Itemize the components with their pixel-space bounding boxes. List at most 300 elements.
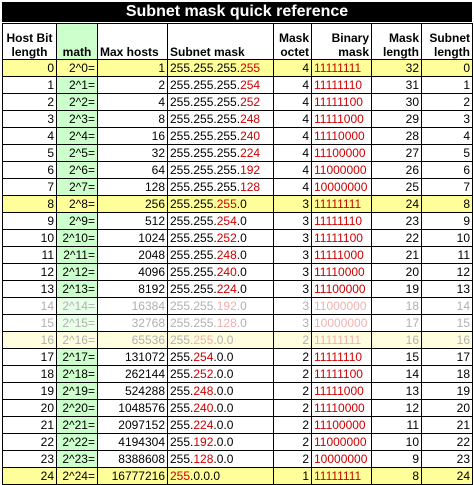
max-hosts-cell: 262144 — [98, 366, 168, 383]
binary-mask-value: 11000000 — [314, 163, 367, 177]
binary-mask-cell — [312, 94, 372, 111]
subnet-mask-cell — [168, 315, 274, 332]
mask-length-cell: 22 — [372, 230, 422, 247]
host-bit-cell: 15 — [3, 315, 57, 332]
mask-octet-cell: 3 — [274, 298, 312, 315]
math-cell: 2^24= — [57, 468, 98, 485]
binary-mask-cell — [312, 179, 372, 196]
max-hosts-cell: 1024 — [98, 230, 168, 247]
subnet-mask-cell — [168, 145, 274, 162]
mask-variable-octet: 128 — [193, 452, 214, 466]
host-bit-cell: 5 — [3, 145, 57, 162]
math-cell: 2^10= — [57, 230, 98, 247]
mask-variable-octet: 252 — [216, 231, 237, 245]
table-row — [3, 349, 473, 366]
host-bit-cell: 6 — [3, 162, 57, 179]
mask-octet-cell: 3 — [274, 247, 312, 264]
mask-fixed-part: 255.255. — [170, 214, 217, 228]
binary-mask-value: 11111111 — [314, 333, 362, 347]
mask-length-cell: 27 — [372, 145, 422, 162]
mask-tail: .0 — [236, 299, 247, 313]
binary-mask-cell — [312, 230, 372, 247]
binary-mask-value: 11100000 — [314, 146, 366, 160]
mask-octet-cell: 2 — [274, 451, 312, 468]
subnet-length-cell: 7 — [422, 179, 473, 196]
binary-mask-value: 11111111 — [314, 197, 362, 211]
mask-variable-octet: 255 — [170, 469, 191, 483]
mask-variable-octet: 128 — [216, 316, 237, 330]
binary-mask-cell — [312, 417, 372, 434]
binary-mask-cell — [312, 451, 372, 468]
binary-mask-cell — [312, 77, 372, 94]
mask-tail: .0.0 — [213, 384, 234, 398]
mask-fixed-part: 255. — [170, 384, 194, 398]
subnet-length-cell: 17 — [422, 349, 473, 366]
subnet-length-cell: 14 — [422, 298, 473, 315]
binary-mask-value: 11111100 — [314, 367, 363, 381]
table-row — [3, 247, 473, 264]
host-bit-cell: 16 — [3, 332, 57, 349]
binary-mask-value: 10000000 — [314, 452, 368, 466]
subnet-length-cell: 0 — [422, 60, 473, 77]
math-cell: 2^3= — [57, 111, 98, 128]
binary-mask-cell — [312, 298, 372, 315]
subnet-mask-cell — [168, 247, 274, 264]
mask-fixed-part: 255. — [170, 401, 194, 415]
math-cell: 2^21= — [57, 417, 98, 434]
subnet-length-cell: 4 — [422, 128, 473, 145]
host-bit-cell: 10 — [3, 230, 57, 247]
math-cell: 2^15= — [57, 315, 98, 332]
max-hosts-cell: 524288 — [98, 383, 168, 400]
binary-mask-value: 11111000 — [314, 112, 364, 126]
subnet-length-cell: 5 — [422, 145, 473, 162]
binary-mask-cell — [312, 162, 372, 179]
binary-mask-cell — [312, 400, 372, 417]
subnet-length-cell: 18 — [422, 366, 473, 383]
subnet-mask-cell — [168, 400, 274, 417]
binary-mask-value: 11110000 — [314, 265, 365, 279]
mask-fixed-part: 255. — [170, 452, 194, 466]
table-row — [3, 281, 473, 298]
max-hosts-cell: 16384 — [98, 298, 168, 315]
mask-octet-cell: 3 — [274, 315, 312, 332]
mask-length-cell: 13 — [372, 383, 422, 400]
header-subnet-mask: Subnet mask — [168, 24, 274, 60]
mask-octet-cell: 3 — [274, 230, 312, 247]
subnet-length-cell: 15 — [422, 315, 473, 332]
binary-mask-value: 11000000 — [314, 299, 367, 313]
mask-length-cell: 20 — [372, 264, 422, 281]
subnet-table — [2, 23, 473, 485]
math-cell: 2^11= — [57, 247, 98, 264]
mask-tail: .0 — [236, 214, 247, 228]
host-bit-cell: 22 — [3, 434, 57, 451]
binary-mask-value: 11000000 — [314, 435, 367, 449]
subnet-mask-cell — [168, 128, 274, 145]
subnet-length-cell: 12 — [422, 264, 473, 281]
mask-variable-octet: 255 — [216, 197, 237, 211]
max-hosts-cell: 64 — [98, 162, 168, 179]
max-hosts-cell: 131072 — [98, 349, 168, 366]
math-cell: 2^23= — [57, 451, 98, 468]
mask-variable-octet: 254 — [216, 214, 237, 228]
mask-fixed-part: 255.255. — [170, 265, 217, 279]
binary-mask-cell — [312, 264, 372, 281]
table-row — [3, 400, 473, 417]
math-cell: 2^12= — [57, 264, 98, 281]
subnet-mask-cell — [168, 383, 274, 400]
mask-octet-cell: 4 — [274, 128, 312, 145]
mask-fixed-part: 255.255.255. — [170, 95, 241, 109]
mask-fixed-part: 255.255.255. — [170, 129, 241, 143]
mask-length-cell: 10 — [372, 434, 422, 451]
subnet-mask-cell — [168, 332, 274, 349]
mask-tail: .0.0 — [213, 435, 234, 449]
mask-variable-octet: 224 — [216, 282, 237, 296]
host-bit-cell: 7 — [3, 179, 57, 196]
mask-length-cell: 9 — [372, 451, 422, 468]
math-cell: 2^2= — [57, 94, 98, 111]
mask-fixed-part: 255. — [170, 350, 194, 364]
mask-octet-cell: 2 — [274, 349, 312, 366]
mask-tail: .0.0 — [213, 452, 234, 466]
mask-octet-cell: 4 — [274, 179, 312, 196]
binary-mask-cell — [312, 281, 372, 298]
mask-fixed-part: 255. — [170, 418, 194, 432]
mask-octet-cell: 4 — [274, 94, 312, 111]
table-row — [3, 179, 473, 196]
mask-fixed-part: 255.255. — [170, 231, 217, 245]
binary-mask-cell — [312, 315, 372, 332]
header-binary-mask: Binary mask — [312, 24, 372, 60]
max-hosts-cell: 16777216 — [98, 468, 168, 485]
subnet-mask-cell — [168, 417, 274, 434]
subnet-length-cell: 9 — [422, 213, 473, 230]
subnet-mask-cell — [168, 111, 274, 128]
host-bit-cell: 17 — [3, 349, 57, 366]
mask-length-cell: 28 — [372, 128, 422, 145]
mask-length-cell: 18 — [372, 298, 422, 315]
subnet-length-cell: 21 — [422, 417, 473, 434]
table-row — [3, 298, 473, 315]
mask-length-cell: 21 — [372, 247, 422, 264]
table-row — [3, 383, 473, 400]
max-hosts-cell: 1 — [98, 60, 168, 77]
table-row — [3, 468, 473, 485]
mask-octet-cell: 2 — [274, 434, 312, 451]
binary-mask-cell — [312, 111, 372, 128]
mask-length-cell: 25 — [372, 179, 422, 196]
mask-length-cell: 16 — [372, 332, 422, 349]
math-cell: 2^13= — [57, 281, 98, 298]
table-row — [3, 264, 473, 281]
header-mask-length: Mask length — [372, 24, 422, 60]
mask-tail: .0 — [236, 316, 247, 330]
math-cell: 2^22= — [57, 434, 98, 451]
binary-mask-value: 11111100 — [314, 95, 363, 109]
math-cell: 2^17= — [57, 349, 98, 366]
binary-mask-cell — [312, 196, 372, 213]
mask-variable-octet: 192 — [216, 299, 237, 313]
mask-variable-octet: 254 — [240, 78, 261, 92]
mask-octet-cell: 2 — [274, 332, 312, 349]
host-bit-cell: 12 — [3, 264, 57, 281]
table-row — [3, 162, 473, 179]
mask-length-cell: 31 — [372, 77, 422, 94]
binary-mask-value: 11100000 — [314, 418, 366, 432]
mask-fixed-part: 255. — [170, 333, 194, 347]
math-cell: 2^19= — [57, 383, 98, 400]
mask-variable-octet: 252 — [193, 367, 214, 381]
subnet-length-cell: 23 — [422, 451, 473, 468]
host-bit-cell: 13 — [3, 281, 57, 298]
mask-fixed-part: 255.255. — [170, 248, 217, 262]
binary-mask-cell — [312, 366, 372, 383]
subnet-length-cell: 24 — [422, 468, 473, 485]
mask-tail: .0 — [236, 231, 247, 245]
subnet-mask-cell — [168, 230, 274, 247]
mask-fixed-part: 255.255. — [170, 299, 217, 313]
subnet-length-cell: 10 — [422, 230, 473, 247]
binary-mask-value: 10000000 — [314, 316, 368, 330]
subnet-mask-cell — [168, 434, 274, 451]
mask-octet-cell: 2 — [274, 383, 312, 400]
mask-length-cell: 24 — [372, 196, 422, 213]
subnet-mask-cell — [168, 468, 274, 485]
subnet-length-cell: 2 — [422, 94, 473, 111]
mask-octet-cell: 1 — [274, 468, 312, 485]
page-title: Subnet mask quick reference — [2, 2, 472, 22]
mask-tail: .0.0 — [213, 418, 234, 432]
header-subnet-length: Subnet length — [422, 24, 473, 60]
mask-octet-cell: 3 — [274, 264, 312, 281]
host-bit-cell: 24 — [3, 468, 57, 485]
host-bit-cell: 20 — [3, 400, 57, 417]
max-hosts-cell: 256 — [98, 196, 168, 213]
math-cell: 2^7= — [57, 179, 98, 196]
mask-fixed-part: 255.255.255. — [170, 112, 241, 126]
mask-variable-octet: 248 — [216, 248, 237, 262]
mask-fixed-part: 255.255. — [170, 316, 217, 330]
table-row — [3, 111, 473, 128]
header-math: math — [57, 24, 98, 60]
subnet-length-cell: 13 — [422, 281, 473, 298]
host-bit-cell: 23 — [3, 451, 57, 468]
binary-mask-cell — [312, 349, 372, 366]
mask-variable-octet: 224 — [193, 418, 214, 432]
subnet-mask-cell — [168, 451, 274, 468]
mask-fixed-part: 255.255.255. — [170, 61, 241, 75]
mask-octet-cell: 4 — [274, 60, 312, 77]
host-bit-cell: 14 — [3, 298, 57, 315]
table-row — [3, 60, 473, 77]
mask-variable-octet: 248 — [193, 384, 214, 398]
host-bit-cell: 1 — [3, 77, 57, 94]
subnet-length-cell: 3 — [422, 111, 473, 128]
table-row — [3, 196, 473, 213]
max-hosts-cell: 4 — [98, 94, 168, 111]
mask-length-cell: 32 — [372, 60, 422, 77]
mask-tail: .0 — [236, 265, 247, 279]
mask-tail: .0.0 — [213, 333, 234, 347]
binary-mask-cell — [312, 434, 372, 451]
subnet-length-cell: 1 — [422, 77, 473, 94]
subnet-mask-cell — [168, 349, 274, 366]
mask-fixed-part: 255. — [170, 435, 194, 449]
mask-octet-cell: 4 — [274, 162, 312, 179]
max-hosts-cell: 8192 — [98, 281, 168, 298]
mask-octet-cell: 2 — [274, 417, 312, 434]
subnet-mask-cell — [168, 281, 274, 298]
binary-mask-value: 11111100 — [314, 231, 363, 245]
table-row — [3, 145, 473, 162]
mask-variable-octet: 255 — [193, 333, 214, 347]
mask-octet-cell: 3 — [274, 281, 312, 298]
mask-length-cell: 19 — [372, 281, 422, 298]
max-hosts-cell: 1048576 — [98, 400, 168, 417]
mask-fixed-part: 255.255.255. — [170, 146, 241, 160]
table-row — [3, 128, 473, 145]
subnet-mask-cell — [168, 264, 274, 281]
mask-length-cell: 23 — [372, 213, 422, 230]
table-row — [3, 451, 473, 468]
math-cell: 2^4= — [57, 128, 98, 145]
binary-mask-cell — [312, 128, 372, 145]
binary-mask-cell — [312, 145, 372, 162]
max-hosts-cell: 4194304 — [98, 434, 168, 451]
subnet-mask-cell — [168, 298, 274, 315]
max-hosts-cell: 4096 — [98, 264, 168, 281]
mask-variable-octet: 128 — [240, 180, 261, 194]
header-host-bit: Host Bit length — [3, 24, 57, 60]
host-bit-cell: 8 — [3, 196, 57, 213]
subnet-length-cell: 22 — [422, 434, 473, 451]
table-row — [3, 332, 473, 349]
host-bit-cell: 19 — [3, 383, 57, 400]
subnet-mask-cell — [168, 60, 274, 77]
subnet-length-cell: 11 — [422, 247, 473, 264]
mask-length-cell: 15 — [372, 349, 422, 366]
binary-mask-value: 11110000 — [314, 129, 365, 143]
binary-mask-value: 11111111 — [314, 61, 362, 75]
max-hosts-cell: 32768 — [98, 315, 168, 332]
mask-variable-octet: 240 — [240, 129, 261, 143]
header-mask-octet: Mask octet — [274, 24, 312, 60]
mask-fixed-part: 255.255.255. — [170, 78, 241, 92]
table-row — [3, 366, 473, 383]
host-bit-cell: 3 — [3, 111, 57, 128]
mask-tail: .0.0 — [213, 367, 234, 381]
mask-length-cell: 17 — [372, 315, 422, 332]
mask-variable-octet: 255 — [240, 61, 261, 75]
math-cell: 2^9= — [57, 213, 98, 230]
binary-mask-cell — [312, 468, 372, 485]
mask-length-cell: 12 — [372, 400, 422, 417]
binary-mask-value: 11111000 — [314, 384, 364, 398]
binary-mask-cell — [312, 383, 372, 400]
subnet-mask-cell — [168, 196, 274, 213]
table-row — [3, 213, 473, 230]
mask-tail: .0.0 — [213, 401, 234, 415]
math-cell: 2^0= — [57, 60, 98, 77]
subnet-length-cell: 19 — [422, 383, 473, 400]
binary-mask-value: 11100000 — [314, 282, 366, 296]
binary-mask-cell — [312, 332, 372, 349]
mask-variable-octet: 252 — [240, 95, 261, 109]
binary-mask-value: 11111111 — [314, 469, 362, 483]
header-row — [3, 24, 473, 60]
mask-octet-cell: 4 — [274, 145, 312, 162]
math-cell: 2^18= — [57, 366, 98, 383]
math-cell: 2^16= — [57, 332, 98, 349]
header-max-hosts: Max hosts — [98, 24, 168, 60]
mask-variable-octet: 192 — [193, 435, 214, 449]
binary-mask-value: 11111110 — [314, 214, 363, 228]
mask-octet-cell: 3 — [274, 196, 312, 213]
mask-variable-octet: 254 — [193, 350, 214, 364]
mask-fixed-part: 255.255. — [170, 197, 217, 211]
subnet-mask-cell — [168, 179, 274, 196]
max-hosts-cell: 65536 — [98, 332, 168, 349]
host-bit-cell: 9 — [3, 213, 57, 230]
max-hosts-cell: 8388608 — [98, 451, 168, 468]
mask-fixed-part: 255.255. — [170, 282, 217, 296]
subnet-length-cell: 8 — [422, 196, 473, 213]
host-bit-cell: 2 — [3, 94, 57, 111]
mask-octet-cell: 4 — [274, 77, 312, 94]
mask-tail: .0 — [236, 282, 247, 296]
table-row — [3, 94, 473, 111]
max-hosts-cell: 32 — [98, 145, 168, 162]
mask-fixed-part: 255. — [170, 367, 194, 381]
binary-mask-value: 11110000 — [314, 401, 365, 415]
mask-octet-cell: 2 — [274, 366, 312, 383]
binary-mask-value: 11111110 — [314, 350, 363, 364]
max-hosts-cell: 16 — [98, 128, 168, 145]
mask-fixed-part: 255.255.255. — [170, 163, 241, 177]
mask-tail: .0 — [236, 197, 247, 211]
mask-variable-octet: 240 — [216, 265, 237, 279]
max-hosts-cell: 8 — [98, 111, 168, 128]
mask-octet-cell: 4 — [274, 111, 312, 128]
binary-mask-cell — [312, 60, 372, 77]
max-hosts-cell: 512 — [98, 213, 168, 230]
math-cell: 2^14= — [57, 298, 98, 315]
table-row — [3, 434, 473, 451]
host-bit-cell: 21 — [3, 417, 57, 434]
table-row — [3, 315, 473, 332]
subnet-mask-cell — [168, 94, 274, 111]
math-cell: 2^8= — [57, 196, 98, 213]
mask-fixed-part: 255.255.255. — [170, 180, 241, 194]
max-hosts-cell: 2048 — [98, 247, 168, 264]
subnet-mask-cell — [168, 77, 274, 94]
binary-mask-value: 11111000 — [314, 248, 364, 262]
table-row — [3, 77, 473, 94]
mask-tail: .0.0 — [213, 350, 234, 364]
mask-variable-octet: 192 — [240, 163, 261, 177]
table-row — [3, 230, 473, 247]
mask-length-cell: 30 — [372, 94, 422, 111]
mask-length-cell: 11 — [372, 417, 422, 434]
mask-variable-octet: 248 — [240, 112, 261, 126]
table-row — [3, 417, 473, 434]
subnet-length-cell: 6 — [422, 162, 473, 179]
mask-tail: .0.0.0 — [190, 469, 221, 483]
host-bit-cell: 11 — [3, 247, 57, 264]
math-cell: 2^5= — [57, 145, 98, 162]
